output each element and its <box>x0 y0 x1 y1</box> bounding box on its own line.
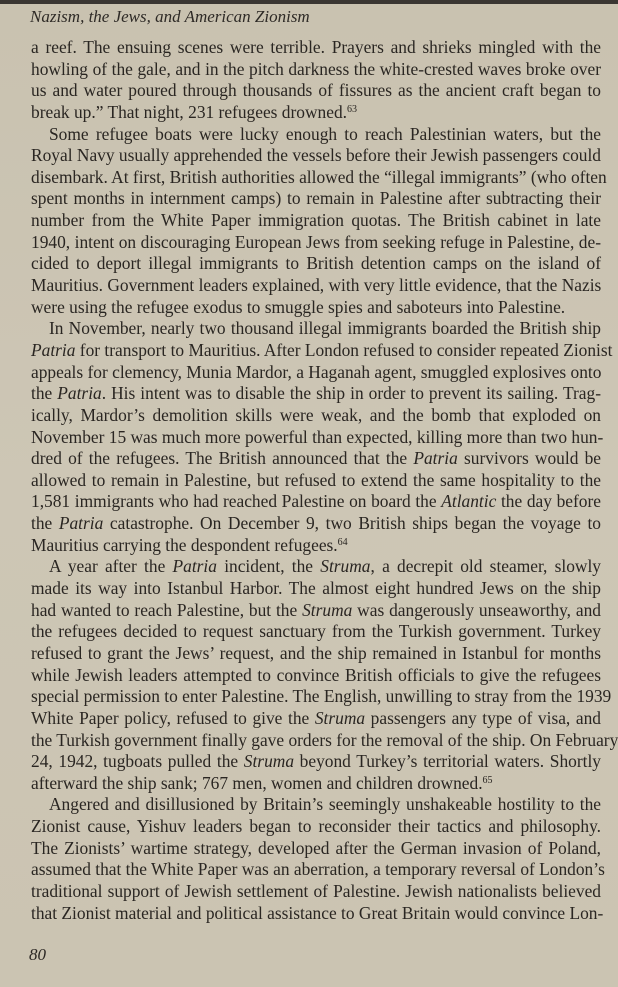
italic-title: Patria <box>57 383 102 404</box>
text-line <box>31 383 601 405</box>
text-line <box>31 102 601 124</box>
text-run: spent months in internment camps) to remain in Palestine after subtracting their <box>31 188 601 209</box>
italic-title: Struma <box>302 599 353 620</box>
text-run: while Jewish leaders attempted to convince British officials to give the refugees <box>31 664 601 685</box>
text-line <box>31 253 601 275</box>
text-run: the Turkish government finally gave orders for the removal of the ship. On February <box>31 729 618 750</box>
text-line <box>31 643 601 665</box>
text-run: a reef. The ensuing scenes were terrible. Prayers and shrieks mingled with the <box>31 37 601 57</box>
text-line <box>31 470 601 492</box>
text-run: the <box>31 513 59 534</box>
text-run: Mauritius carrying the despondent refugees. <box>31 534 338 555</box>
page-number: 80 <box>29 945 46 964</box>
text-run: 24, 1942, tugboats pulled the <box>31 751 244 772</box>
text-line <box>31 794 601 816</box>
text-line <box>31 600 601 622</box>
text-run: the <box>31 383 58 404</box>
text-run: traditional support of Jewish settlement of Palestine. Jewish nationalists believed <box>31 880 601 901</box>
italic-title: Struma <box>243 751 295 772</box>
text-line <box>31 426 604 449</box>
text-run: disembark. At first, British authorities allowed the “illegal immigrants” (who often <box>31 166 607 187</box>
text-run: allowed to remain in Palestine, but refused to extend the same hospitality to the <box>31 469 601 490</box>
text-line <box>31 339 613 362</box>
running-head: Nazism, the Jews, and American Zionism <box>30 7 310 26</box>
text-line <box>31 232 601 254</box>
text-run: The Zionists’ wartime strategy, developed after the German invasion of Poland, <box>31 837 601 858</box>
footnote-ref: 64 <box>337 536 348 548</box>
text-run: , a decrepit old steamer, slowly <box>370 556 602 577</box>
text-run: dred of the refugees. The British announced that the <box>31 448 414 469</box>
text-run: A year after the <box>49 556 173 577</box>
text-run: incident, the <box>216 556 321 577</box>
text-run: catastrophe. On December 9, two British ships began the voyage to <box>103 513 601 534</box>
text-line <box>31 37 601 59</box>
paragraph <box>31 123 607 319</box>
text-run: Some refugee boats were lucky enough to reach Palestinian waters, but the <box>49 123 601 144</box>
text-line <box>31 318 601 340</box>
italic-title: Struma <box>314 707 366 728</box>
text-line <box>31 124 601 146</box>
italic-title: Patria <box>172 556 217 577</box>
text-line <box>31 556 601 578</box>
text-line <box>31 491 601 513</box>
text-line <box>31 297 601 319</box>
text-line <box>31 621 601 643</box>
italic-title: Atlantic <box>441 491 497 512</box>
text-run: special permission to enter Palestine. The English, unwilling to stray from the 1939 <box>31 686 612 707</box>
text-line <box>31 686 612 708</box>
text-run: number from the White Paper immigration quotas. The British cabinet in late <box>31 210 601 231</box>
body-text <box>31 37 618 924</box>
text-run: us and water poured through thousands of fissures as the ancient craft began to <box>31 80 601 101</box>
text-run: . His intent was to disable the ship in order to prevent its sailing. Trag- <box>101 383 601 404</box>
text-run: cided to deport illegal immigrants to British detention camps on the island of <box>31 253 601 274</box>
text-line <box>31 535 601 557</box>
paragraph <box>31 794 605 924</box>
text-run: break up.” That night, 231 refugees drowned. <box>31 101 347 122</box>
paragraph <box>31 37 601 124</box>
paragraph <box>31 556 618 794</box>
text-run: In November, nearly two thousand illegal immigrants boarded the British ship <box>49 318 601 339</box>
italic-title: Patria <box>58 513 104 534</box>
text-line <box>31 578 601 600</box>
text-line <box>31 859 605 881</box>
text-line <box>31 816 601 838</box>
text-line <box>31 751 601 773</box>
text-run: passengers any type of visa, and <box>365 707 601 728</box>
text-run: 1,581 immigrants who had reached Palestine on board the <box>31 491 442 512</box>
text-line <box>31 210 601 232</box>
italic-title: Patria <box>31 339 76 360</box>
text-run: made its way into Istanbul Harbor. The almost eight hundred Jews on the ship <box>31 578 601 599</box>
text-line <box>31 80 601 102</box>
text-run: appeals for clemency, Munia Mardor, a Haganah agent, smuggled explosives onto <box>31 361 602 382</box>
text-line <box>31 275 601 297</box>
text-line <box>31 902 604 925</box>
text-line <box>31 405 601 427</box>
scan-edge <box>0 0 618 4</box>
footnote-ref: 65 <box>482 774 493 786</box>
text-run: Mauritius. Government leaders explained, with very little evidence, that the Nazis <box>31 275 602 296</box>
text-run: beyond Turkey’s territorial waters. Shortly <box>294 751 601 772</box>
text-run: ically, Mardor’s demolition skills were weak, and the bomb that exploded on <box>31 404 601 425</box>
text-line <box>31 145 601 167</box>
text-run: for transport to Mauritius. After London refused to consider repeated Zionist <box>75 339 613 360</box>
text-line <box>31 729 618 752</box>
text-run: November 15 was much more powerful than expected, killing more than two hun- <box>31 426 604 447</box>
text-run: survivors would be <box>457 448 601 469</box>
text-run: Royal Navy usually apprehended the vessels before their Jewish passengers could <box>31 145 601 166</box>
footnote-ref: 63 <box>347 103 357 115</box>
text-line <box>31 773 601 795</box>
text-line <box>31 59 601 81</box>
text-run: Angered and disillusioned by Britain’s seemingly unshakeable hostility to the <box>49 794 601 815</box>
text-run: 1940, intent on discouraging European Jews from seeking refuge in Palestine, de- <box>31 231 601 252</box>
text-run: howling of the gale, and in the pitch darkness the white-crested waves broke over <box>31 58 601 79</box>
text-line <box>31 708 601 730</box>
text-line <box>31 166 607 189</box>
text-run: refused to grant the Jews’ request, and the ship remained in Istanbul for months <box>31 642 601 663</box>
text-line <box>31 188 601 210</box>
text-run: had wanted to reach Palestine, but the <box>31 599 303 620</box>
text-run: that Zionist material and political assistance to Great Britain would convince Lon- <box>31 902 604 923</box>
italic-title: Patria <box>413 448 458 469</box>
text-run: the refugees decided to request sanctuary from the Turkish government. Turkey <box>31 621 601 642</box>
text-line <box>31 665 601 687</box>
text-run: White Paper policy, refused to give the <box>31 707 315 728</box>
text-run: Zionist cause, Yishuv leaders began to reconsider their tactics and philosophy. <box>31 816 601 837</box>
text-run: assumed that the White Paper was an aberration, a temporary reversal of London’s <box>31 859 605 880</box>
text-line <box>31 881 601 903</box>
text-run: the day before <box>496 491 601 512</box>
text-line <box>31 513 601 535</box>
text-run: afterward the ship sank; 767 men, women and children drowned. <box>31 772 483 793</box>
text-run: was dangerously unseaworthy, and <box>352 599 601 620</box>
paragraph <box>31 318 613 556</box>
text-run: were using the refugee exodus to smuggle spies and saboteurs into Palestine. <box>31 296 566 317</box>
italic-title: Struma <box>320 556 371 577</box>
text-line <box>31 448 601 470</box>
text-line <box>31 362 601 384</box>
text-line <box>31 838 601 860</box>
